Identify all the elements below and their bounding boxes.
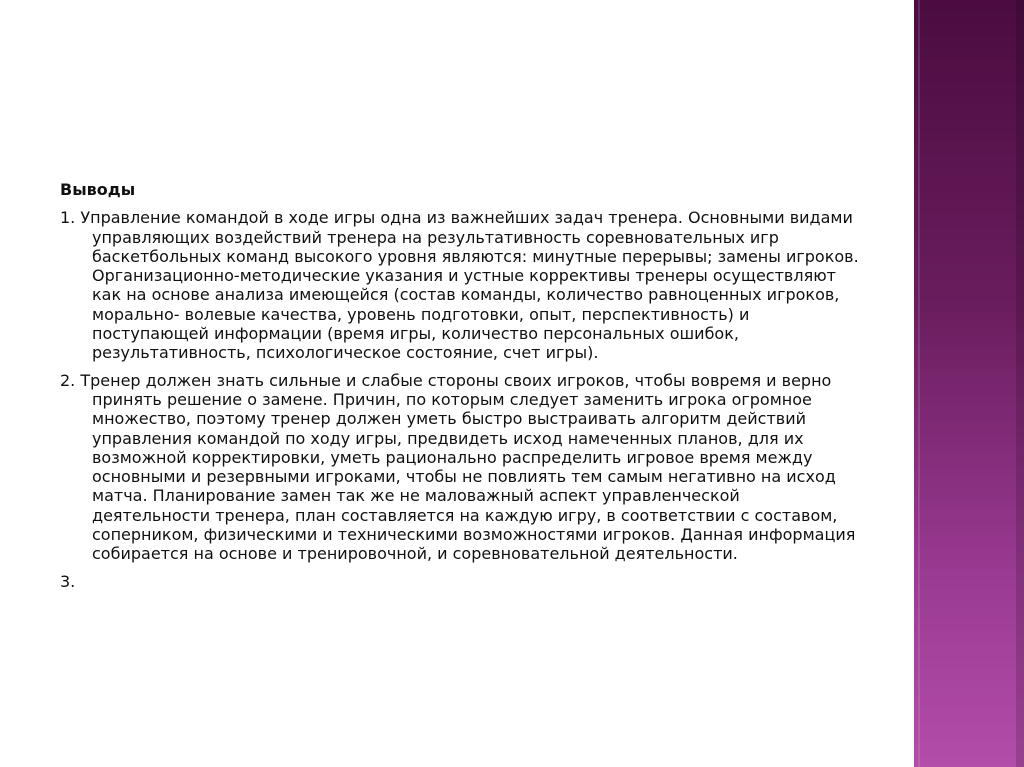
slide-title: Выводы	[60, 180, 136, 199]
decorative-side-strip	[914, 0, 1024, 767]
paragraph-1: 1. Управление командой в ходе игры одна из важнейших задач тренера. Основными видами управляющих воздействий тренера на результативность соревновательных игр баскетбольных команд высокого уровня являются: минутные перерывы; замены игроков. Организационно-методические указания и устные коррективы тренеры осуществляют как на основе анализа имеющейся (состав команды, количество равноценных игроков, морально- волевые качества, уровень подготовки, опыт, перспективность) и поступающей информации (время игры, количество персональных ошибок, результативность, психологическое состояние, счет игры).	[60, 208, 859, 363]
slide-content	[60, 180, 860, 599]
paragraph-3: 3.	[60, 571, 76, 591]
paragraph-2: 2. Тренер должен знать сильные и слабые стороны своих игроков, чтобы вовремя и верно принять решение о замене. Причин, по которым следует заменить игрока огромное множество, поэтому тренер должен уметь быстро выстраивать алгоритм действий управления командой по ходу игры, предвидеть исход намеченных планов, для их возможной корректировки, уметь рационально распределить игровое время между основными и резервными игроками, чтобы не повлиять тем самым негативно на исход матча. Планирование замен так же не маловажный аспект управленческой деятельности тренера, план составляется на каждую игру, в соответствии с составом, соперником, физическими и техническими возможностями игроков. Данная информация собирается на основе и тренировочной, и соревновательной деятельности.	[60, 370, 856, 564]
